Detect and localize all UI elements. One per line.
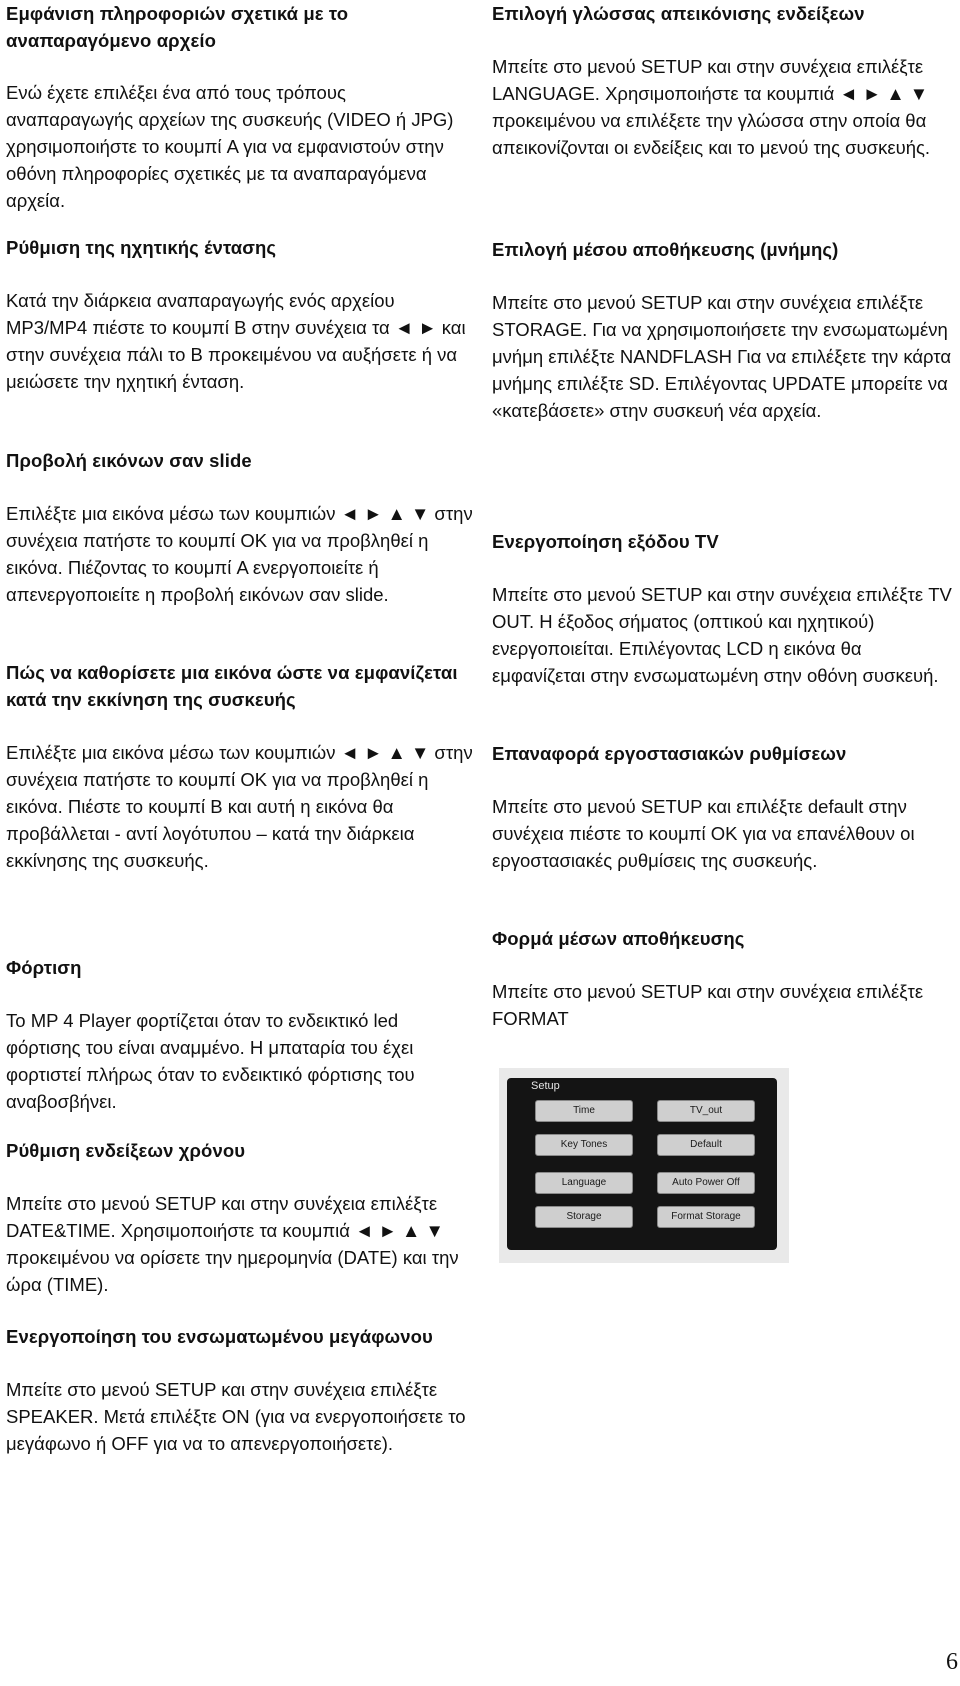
section-charging [6, 954, 476, 1115]
paragraph-slideshow: Επιλέξτε μια εικόνα μέσω των κουμπιών ◄ ► ▲ ▼ στην συνέχεια πατήστε το κουμπί OK για να προβληθεί η εικόνα. Πιέζοντας το κουμπί A ενεργοποιείτε ή απενεργοποιείτε η προβολή εικόνων σαν slide. [6, 503, 473, 605]
paragraph-speaker: Μπείτε στο μενού SETUP και στην συνέχεια επιλέξτε SPEAKER. Μετά επιλέξτε ON (για να ενεργοποιήσετε το μεγάφωνο ή OFF για να το απενεργοποιήσετε). [6, 1379, 466, 1454]
paragraph-time-settings: Μπείτε στο μενού SETUP και στην συνέχεια επιλέξτε DATE&TIME. Χρησιμοποιήστε τα κουμπιά ◄ ► ▲ ▼ προκειμένου να ορίσετε την ημερομηνία (DATE) και την ώρα (TIME). [6, 1193, 459, 1295]
section-factory-reset [492, 740, 954, 874]
paragraph-factory-reset: Μπείτε στο μενού SETUP και επιλέξτε default στην συνέχεια πιέστε το κουμπί OK για να επανέλθουν οι εργοστασιακές ρυθμίσεις της συσκευής. [492, 796, 915, 871]
section-storage [492, 236, 954, 424]
section-startup-image [6, 659, 476, 874]
paragraph-startup-image: Επιλέξτε μια εικόνα μέσω των κουμπιών ◄ ► ▲ ▼ στην συνέχεια πατήστε το κουμπί OK για να προβληθεί η εικόνα. Πιέστε το κουμπί B και αυτή η εικόνα θα προβάλλεται - αντί λογότυπου – κατά την διάρκεια εκκίνησης της συσκευής. [6, 742, 473, 871]
heading-file-info: Εμφάνιση πληροφοριών σχετικά με το αναπαραγόμενο αρχείο [6, 3, 349, 51]
page-number: 6 [946, 1649, 958, 1675]
setup-item-language: Language [535, 1172, 633, 1194]
section-volume [6, 234, 476, 395]
setup-menu-title: Setup [531, 1080, 560, 1092]
heading-format: Φορμά μέσων αποθήκευσης [492, 928, 745, 949]
heading-language: Επιλογή γλώσσας απεικόνισης ενδείξεων [492, 3, 865, 24]
section-format [492, 925, 954, 1032]
section-speaker [6, 1323, 476, 1457]
heading-factory-reset: Επαναφορά εργοστασιακών ρυθμίσεων [492, 743, 847, 764]
setup-menu-photo [499, 1068, 789, 1263]
section-time-settings [6, 1137, 476, 1298]
heading-tv-out: Ενεργοποίηση εξόδου TV [492, 531, 719, 552]
heading-storage: Επιλογή μέσου αποθήκευσης (μνήμης) [492, 239, 839, 260]
heading-slideshow: Προβολή εικόνων σαν slide [6, 450, 252, 471]
paragraph-language: Μπείτε στο μενού SETUP και στην συνέχεια επιλέξτε LANGUAGE. Χρησιμοποιήστε τα κουμπιά ◄ ► ▲ ▼ προκειμένου να επιλέξετε την γλώσσα στην οποία θα απεικονίζονται οι ενδείξεις και το μενού της συσκευής. [492, 56, 931, 158]
setup-menu-screen [507, 1078, 777, 1250]
setup-item-auto-power-off: Auto Power Off [657, 1172, 755, 1194]
paragraph-file-info: Ενώ έχετε επιλέξει ένα από τους τρόπους αναπαραγωγής αρχείων της συσκευής (VIDEO ή JPG) χρησιμοποιήστε το κουμπί A για να εμφανιστούν στην οθόνη πληροφορίες σχετικές με τα αναπαραγόμενα αρχεία. [6, 82, 454, 211]
heading-time-settings: Ρύθμιση ενδείξεων χρόνου [6, 1140, 246, 1161]
paragraph-charging: Το MP 4 Player φορτίζεται όταν το ενδεικτικό led φόρτισης του είναι αναμμένο. Η μπαταρία του έχει φορτιστεί πλήρως όταν το ενδεικτικό φόρτισης του αναβοσβήνει. [6, 1010, 415, 1112]
heading-volume: Ρύθμιση της ηχητικής έντασης [6, 237, 277, 258]
setup-item-storage: Storage [535, 1206, 633, 1228]
section-language [492, 0, 954, 161]
paragraph-storage: Μπείτε στο μενού SETUP και στην συνέχεια επιλέξτε STORAGE. Για να χρησιμοποιήσετε την ενσωματωμένη μνήμη επιλέξτε NANDFLASH Για να επιλέξετε την κάρτα μνήμης επιλέξτε SD. Επιλέγοντας UPDATE μπορείτε να «κατεβάσετε» στην συσκευή νέα αρχεία. [492, 292, 952, 421]
heading-startup-image: Πώς να καθορίσετε μια εικόνα ώστε να εμφανίζεται κατά την εκκίνηση της συσκευής [6, 662, 458, 710]
heading-charging: Φόρτιση [6, 957, 82, 978]
setup-item-key-tones: Key Tones [535, 1134, 633, 1156]
section-slideshow [6, 447, 476, 608]
setup-item-tv-out: TV_out [657, 1100, 755, 1122]
paragraph-volume: Κατά την διάρκεια αναπαραγωγής ενός αρχείου MP3/MP4 πιέστε το κουμπί B στην συνέχεια τα ◄ ► και στην συνέχεια πάλι το B προκειμένου να αυξήσετε ή να μειώσετε την ηχητική ένταση. [6, 290, 466, 392]
setup-item-format-storage: Format Storage [657, 1206, 755, 1228]
setup-item-default: Default [657, 1134, 755, 1156]
heading-speaker: Ενεργοποίηση του ενσωματωμένου μεγάφωνου [6, 1326, 433, 1347]
paragraph-tv-out: Μπείτε στο μενού SETUP και στην συνέχεια επιλέξτε TV OUT. Η έξοδος σήματος (οπτικού και ηχητικού) ενεργοποιείται. Επιλέγοντας LCD η εικόνα θα εμφανίζεται στην ενσωματωμένη στην οθόνη συσκευή. [492, 584, 952, 686]
setup-item-time: Time [535, 1100, 633, 1122]
paragraph-format: Μπείτε στο μενού SETUP και στην συνέχεια επιλέξτε FORMAT [492, 981, 924, 1029]
section-file-info [6, 0, 476, 214]
section-tv-out [492, 528, 954, 689]
